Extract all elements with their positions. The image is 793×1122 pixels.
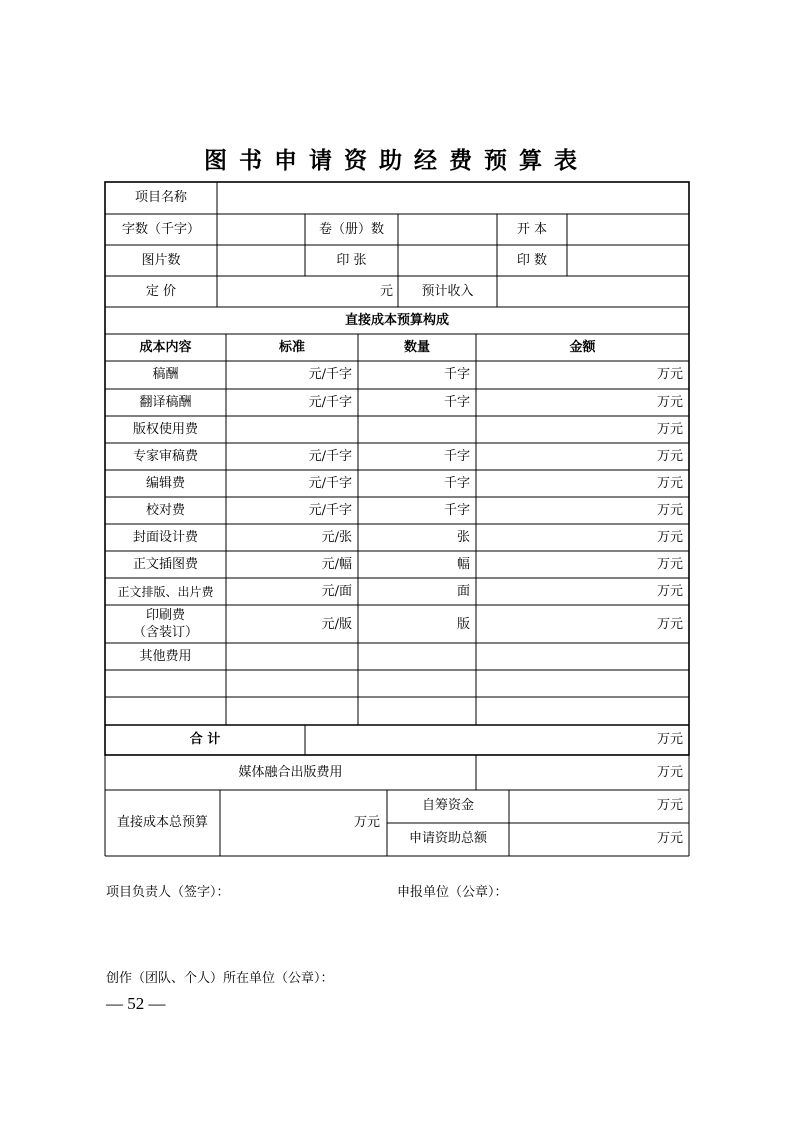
row-standard: 元/千字 bbox=[308, 367, 352, 382]
budget-label: 直接成本总预算 bbox=[116, 815, 208, 830]
row-standard: 元/面 bbox=[321, 584, 352, 599]
col-header-quantity: 数量 bbox=[403, 340, 430, 355]
row-quantity: 千字 bbox=[443, 476, 470, 491]
row-item: 稿酬 bbox=[152, 367, 179, 382]
row-amount: 万元 bbox=[656, 422, 683, 437]
expected-income-label: 预计收入 bbox=[421, 284, 474, 299]
org-seal-label: 申报单位（公章）： bbox=[397, 885, 508, 900]
row-standard: 元/版 bbox=[321, 617, 352, 632]
images-label: 图片数 bbox=[141, 253, 181, 268]
row-standard: 元/张 bbox=[321, 530, 352, 545]
format-label: 开 本 bbox=[516, 222, 548, 237]
row-standard: 元/千字 bbox=[308, 503, 352, 518]
row-item: 正文排版、出片费 bbox=[117, 585, 214, 599]
row-amount: 万元 bbox=[656, 530, 683, 545]
row-item: 专家审稿费 bbox=[132, 449, 198, 464]
self-funds-unit: 万元 bbox=[656, 798, 683, 813]
row-item-note: （含装订） bbox=[132, 625, 198, 640]
row-quantity: 千字 bbox=[443, 367, 470, 382]
row-amount: 万元 bbox=[656, 557, 683, 572]
section-header: 直接成本预算构成 bbox=[344, 313, 449, 328]
media-unit: 万元 bbox=[656, 765, 683, 780]
row-quantity: 千字 bbox=[443, 449, 470, 464]
media-label: 媒体融合出版费用 bbox=[238, 765, 343, 780]
grant-unit: 万元 bbox=[656, 831, 683, 846]
row-amount: 万元 bbox=[656, 367, 683, 382]
row-standard: 元/千字 bbox=[308, 449, 352, 464]
row-item: 其他费用 bbox=[139, 649, 192, 664]
row-quantity: 面 bbox=[456, 584, 470, 599]
printed-sheets-label: 印 张 bbox=[336, 253, 367, 268]
grant-label: 申请资助总额 bbox=[408, 831, 487, 846]
row-item: 印刷费 bbox=[145, 608, 185, 623]
row-standard: 元/千字 bbox=[308, 476, 352, 491]
row-item: 版权使用费 bbox=[132, 422, 198, 437]
row-item: 正文插图费 bbox=[132, 557, 198, 572]
word-count-label: 字数（千字） bbox=[121, 222, 200, 237]
page-title: 图书申请资助经费预算表 bbox=[204, 147, 589, 174]
row-quantity: 千字 bbox=[443, 503, 470, 518]
col-header-amount: 金额 bbox=[569, 340, 596, 355]
row-item: 翻译稿酬 bbox=[139, 395, 192, 410]
col-header-standard: 标准 bbox=[278, 340, 305, 355]
volumes-label: 卷（册）数 bbox=[318, 222, 384, 237]
row-quantity: 幅 bbox=[456, 557, 470, 572]
price-unit: 元 bbox=[379, 284, 393, 299]
leader-signature-label: 项目负责人（签字）： bbox=[106, 885, 230, 900]
price-label: 定 价 bbox=[145, 284, 177, 299]
page-number: — 52 — bbox=[106, 994, 166, 1013]
row-amount: 万元 bbox=[656, 503, 683, 518]
row-quantity: 张 bbox=[456, 530, 470, 545]
row-item: 校对费 bbox=[145, 503, 185, 518]
row-quantity: 千字 bbox=[443, 395, 470, 410]
total-label: 合 计 bbox=[189, 732, 221, 747]
row-quantity: 版 bbox=[456, 617, 470, 632]
row-amount: 万元 bbox=[656, 449, 683, 464]
creator-org-seal-label: 创作（团队、个人）所在单位（公章）： bbox=[106, 971, 334, 986]
row-amount: 万元 bbox=[656, 476, 683, 491]
col-header-item: 成本内容 bbox=[139, 340, 192, 355]
row-standard: 元/千字 bbox=[308, 395, 352, 410]
row-amount: 万元 bbox=[656, 395, 683, 410]
total-unit: 万元 bbox=[656, 732, 683, 747]
row-amount: 万元 bbox=[656, 617, 683, 632]
row-item: 编辑费 bbox=[145, 476, 185, 491]
budget-unit: 万元 bbox=[353, 815, 380, 830]
project-name-label: 项目名称 bbox=[134, 190, 187, 205]
row-standard: 元/幅 bbox=[321, 557, 352, 572]
print-run-label: 印 数 bbox=[516, 253, 548, 268]
self-funds-label: 自筹资金 bbox=[421, 798, 474, 813]
row-amount: 万元 bbox=[656, 584, 683, 599]
row-item: 封面设计费 bbox=[132, 530, 198, 545]
